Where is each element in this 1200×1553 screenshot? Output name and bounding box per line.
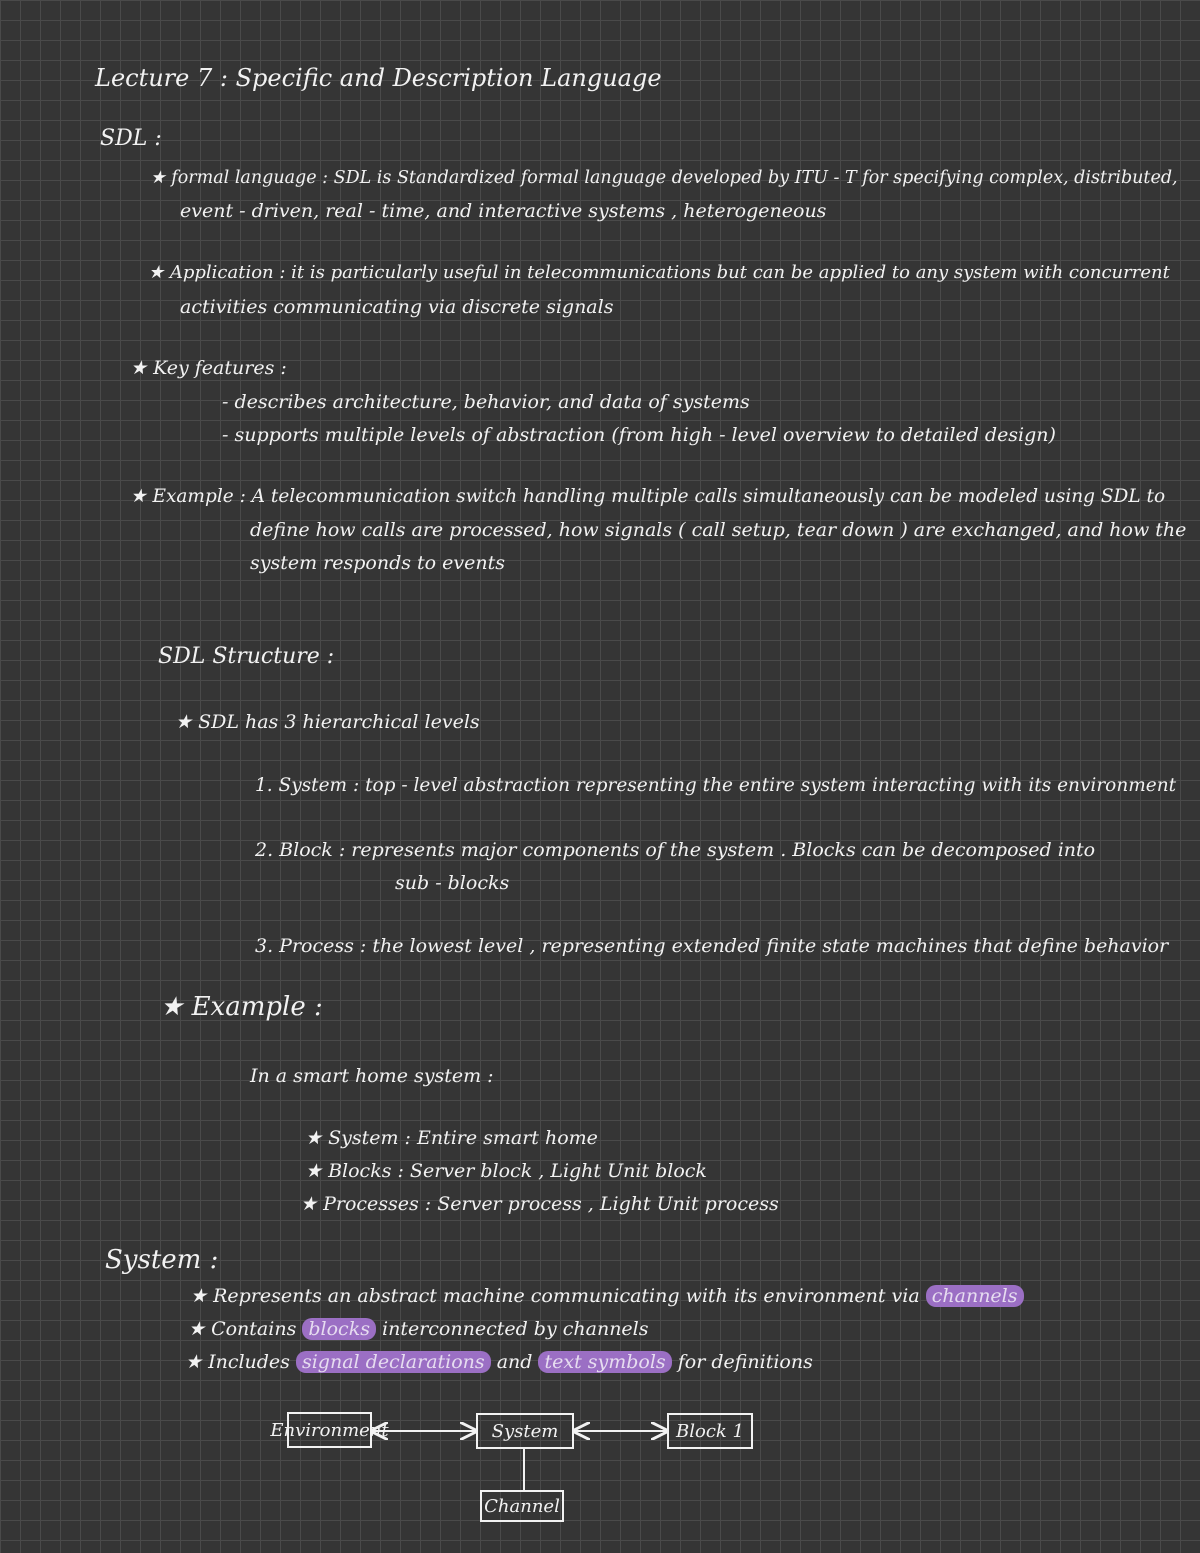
highlight-text-symbols: text symbols [538,1351,671,1373]
diagram-block1-label: Block 1 [676,1420,744,1442]
highlight-blocks: blocks [302,1318,376,1340]
bullet-text: ★ Contains [188,1318,297,1340]
key-feature-item: - describes architecture, behavior, and data of systems [222,391,750,413]
bullet-text: for definitions [677,1351,813,1373]
key-features-heading: ★ Key features : [130,357,287,379]
system-heading: System : [105,1245,219,1275]
bullet-text: and [496,1351,533,1373]
page-title: Lecture 7 : Specific and Description Language [95,64,662,92]
structure-intro: ★ SDL has 3 hierarchical levels [175,711,480,733]
sdl-heading: SDL : [100,126,162,151]
sdl-application-line2: activities communicating via discrete signals [180,296,614,318]
bullet-text: ★ Includes [185,1351,290,1373]
example-heading: ★ Example : [160,992,323,1022]
sdl-formal-language-line2: event - driven, real - time, and interactive systems , heterogeneous [180,200,827,222]
bullet-text: interconnected by channels [382,1318,649,1340]
sdl-example-line2: define how calls are processed, how signals ( call setup, tear down ) are exchanged, and how the [250,519,1187,541]
key-feature-item: - supports multiple levels of abstraction (from high - level overview to detailed design) [222,424,1056,446]
diagram-channel-label: Channel [484,1495,560,1517]
sdl-formal-language-line1: ★ formal language : SDL is Standardized formal language developed by ITU - T for specifying complex, distributed, [150,168,1178,188]
diagram-environment-label: Environment [270,1419,389,1441]
structure-level-process: 3. Process : the lowest level , representing extended finite state machines that define behavior [255,935,1169,957]
structure-level-block-line1: 2. Block : represents major components of the system . Blocks can be decomposed into [255,839,1096,861]
highlight-signal-declarations: signal declarations [296,1351,491,1373]
example-item-processes: ★ Processes : Server process , Light Unit process [300,1193,779,1215]
diagram-block1-box [667,1413,753,1449]
example-item-blocks: ★ Blocks : Server block , Light Unit block [305,1160,707,1182]
diagram-environment-box [270,1412,389,1448]
sdl-application-line1: ★ Application : it is particularly useful in telecommunications but can be applied to any system with concurrent [148,262,1170,283]
sdl-example-line3: system responds to events [250,552,505,574]
structure-level-system: 1. System : top - level abstraction representing the entire system interacting with its environment [255,775,1177,796]
example-item-system: ★ System : Entire smart home [305,1127,598,1149]
diagram-system-box [476,1413,574,1449]
diagram-system-label: System [491,1420,559,1442]
sdl-example-line1: ★ Example : A telecommunication switch handling multiple calls simultaneously can be modeled using SDL to [130,486,1166,507]
bullet-text: ★ Represents an abstract machine communicating with its environment via [190,1285,920,1307]
diagram-channel-box [480,1490,564,1522]
highlight-channels: channels [926,1285,1024,1307]
structure-level-block-line2: sub - blocks [395,872,510,894]
sdl-structure-heading: SDL Structure : [158,644,335,669]
example-intro: In a smart home system : [250,1065,494,1087]
